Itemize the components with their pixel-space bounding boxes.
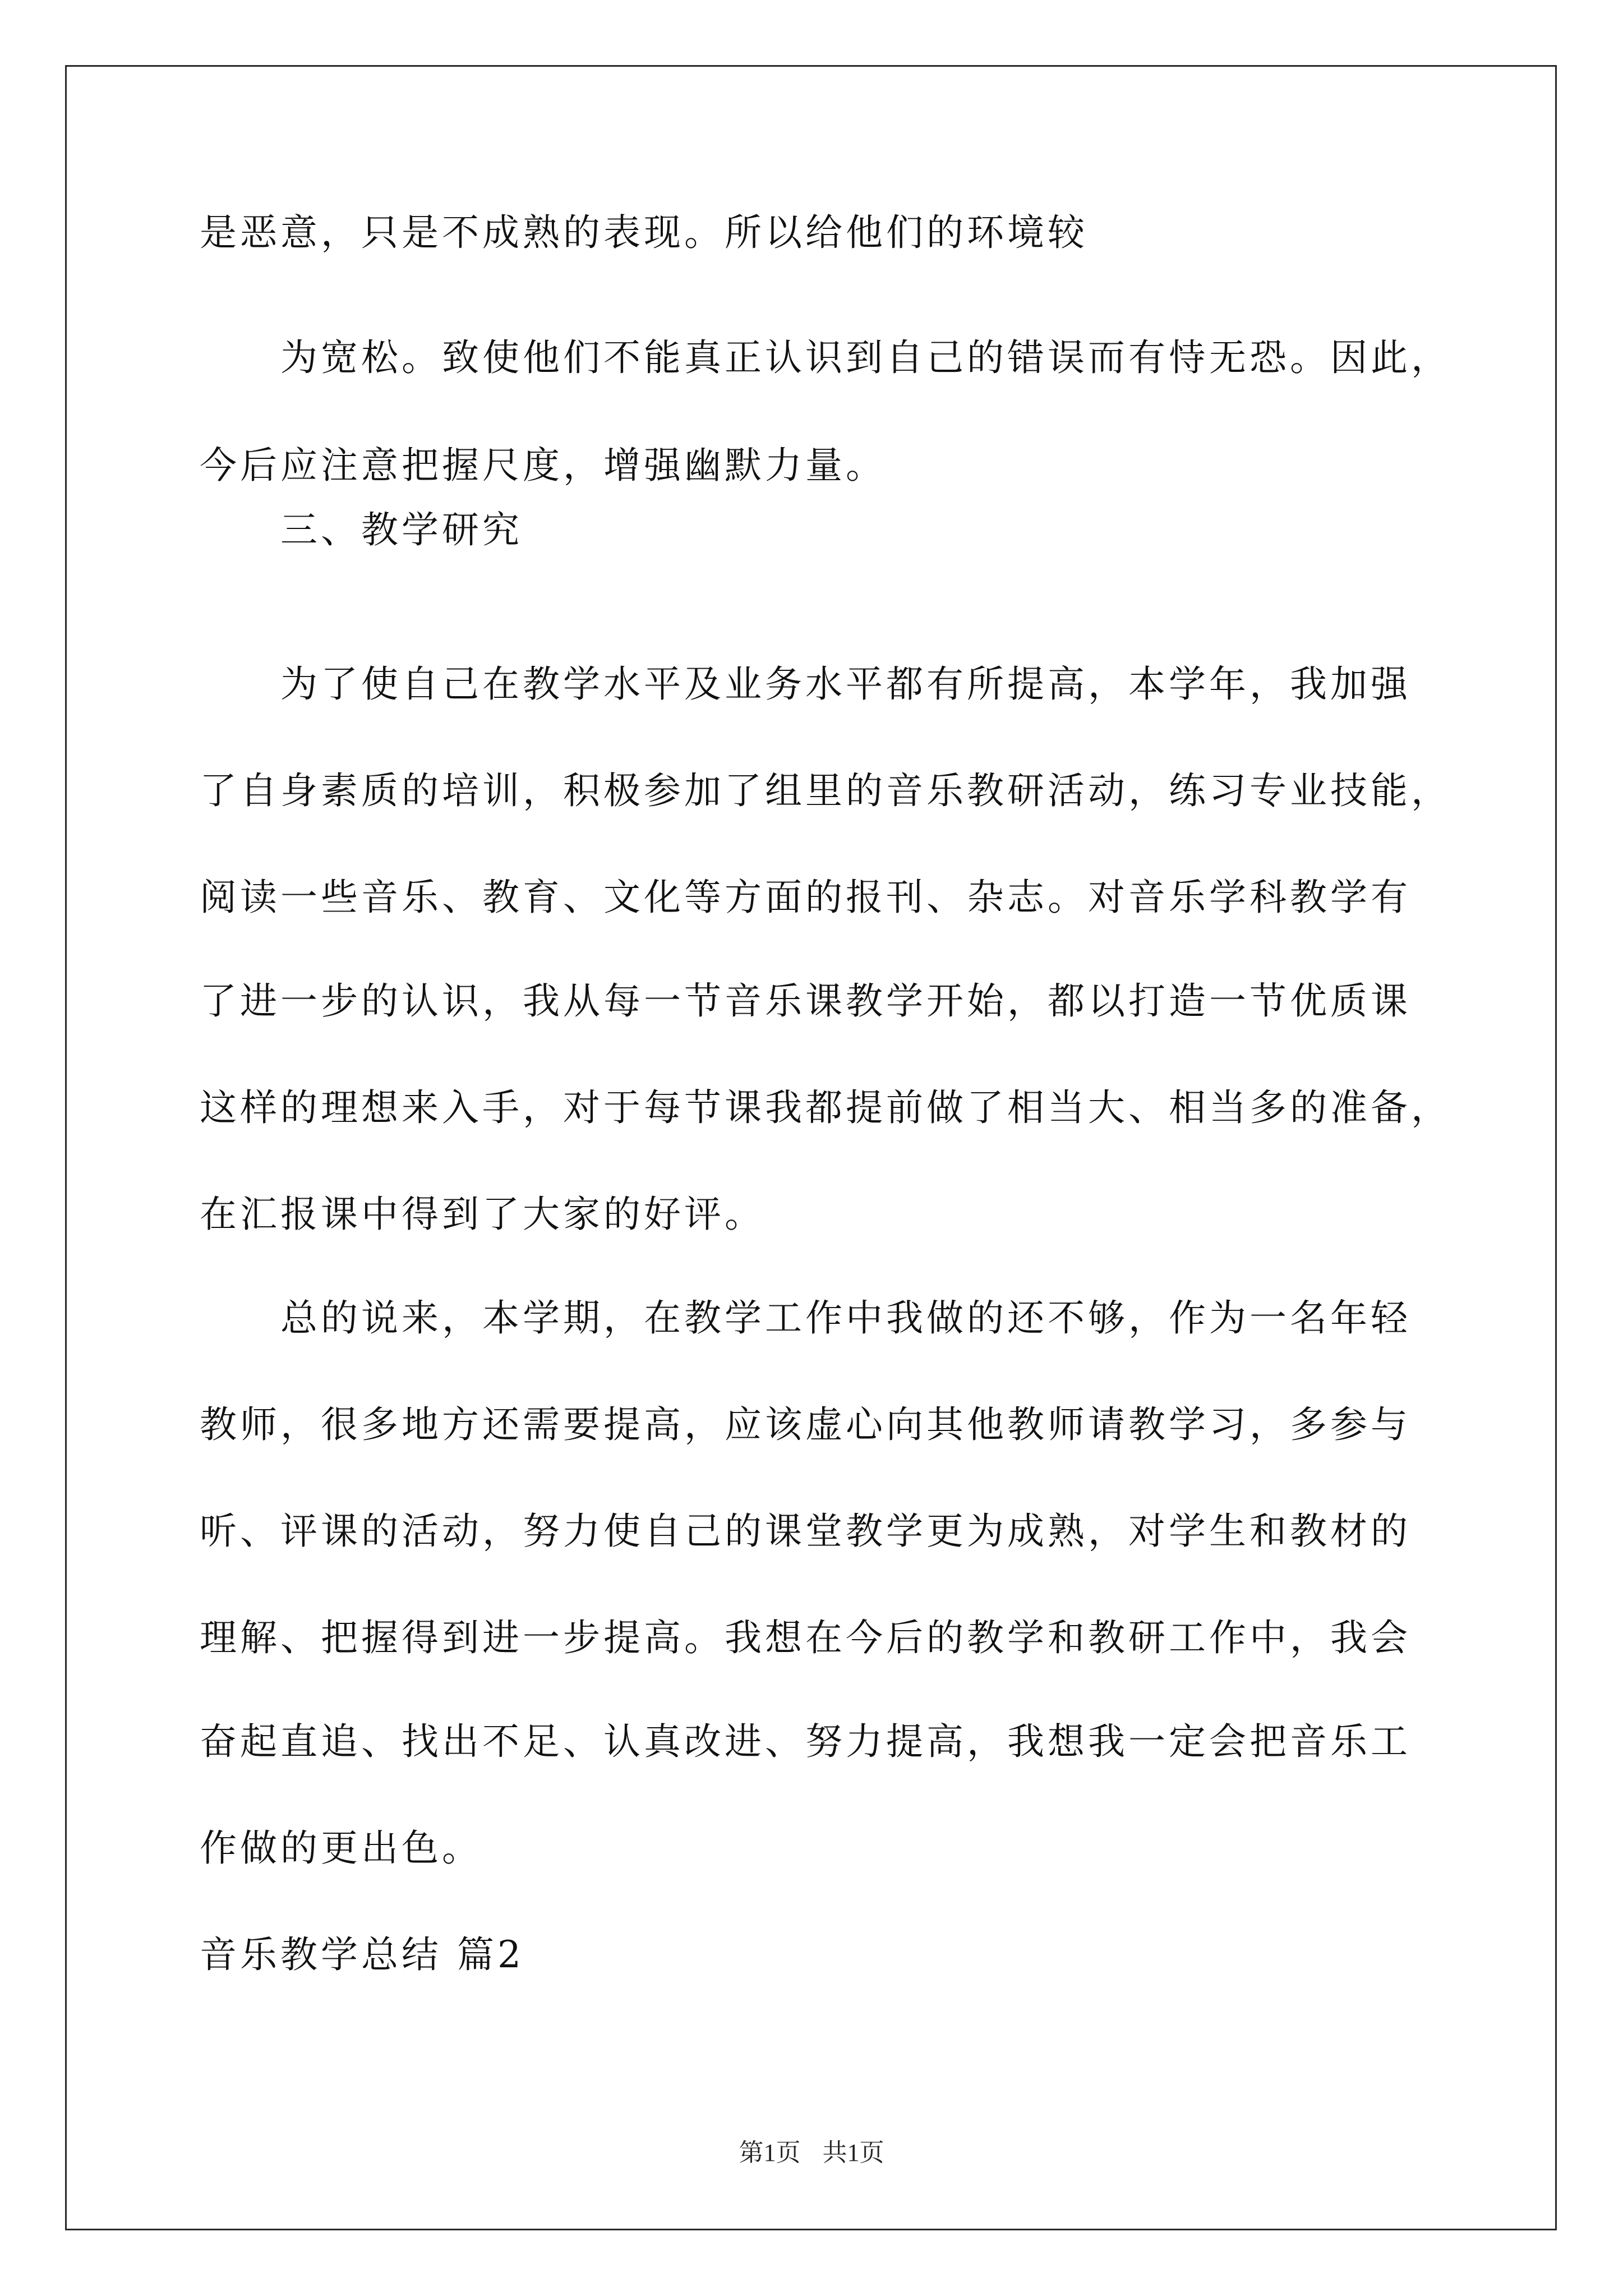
body-line: 作做的更出色。 bbox=[200, 1826, 482, 1870]
body-line: 听、评课的活动，努力使自己的课堂教学更为成熟，对学生和教材的 bbox=[200, 1510, 1411, 1553]
body-line: 今后应注意把握尺度，增强幽默力量。 bbox=[200, 444, 886, 487]
body-line: 教师，很多地方还需要提高，应该虚心向其他教师请教学习，多参与 bbox=[200, 1403, 1411, 1446]
body-line: 阅读一些音乐、教育、文化等方面的报刊、杂志。对音乐学科教学有 bbox=[200, 876, 1411, 919]
page-total: 共1页 bbox=[822, 2139, 884, 2166]
body-line: 这样的理想来入手，对于每节课我都提前做了相当大、相当多的准备， bbox=[200, 1086, 1451, 1129]
body-line: 在汇报课中得到了大家的好评。 bbox=[200, 1193, 765, 1236]
body-line: 理解、把握得到进一步提高。我想在今后的教学和教研工作中，我会 bbox=[200, 1616, 1411, 1659]
body-line: 为了使自己在教学水平及业务水平都有所提高，本学年，我加强 bbox=[280, 662, 1411, 706]
section-title: 音乐教学总结 篇2 bbox=[200, 1933, 524, 1976]
page-border bbox=[65, 65, 1557, 2230]
body-line: 了进一步的认识，我从每一节音乐课教学开始，都以打造一节优质课 bbox=[200, 979, 1411, 1023]
body-line: 为宽松。致使他们不能真正认识到自己的错误而有恃无恐。因此， bbox=[280, 336, 1451, 379]
page-footer bbox=[0, 2137, 1623, 2169]
section-heading: 三、教学研究 bbox=[280, 508, 523, 551]
body-line: 是恶意，只是不成熟的表现。所以给他们的环境较 bbox=[200, 211, 1088, 254]
body-line: 了自身素质的培训，积极参加了组里的音乐教研活动，练习专业技能， bbox=[200, 769, 1451, 812]
body-line: 奋起直追、找出不足、认真改进、努力提高，我想我一定会把音乐工 bbox=[200, 1720, 1411, 1763]
body-line: 总的说来，本学期，在教学工作中我做的还不够，作为一名年轻 bbox=[280, 1296, 1411, 1340]
page-number: 第1页 bbox=[739, 2139, 801, 2166]
